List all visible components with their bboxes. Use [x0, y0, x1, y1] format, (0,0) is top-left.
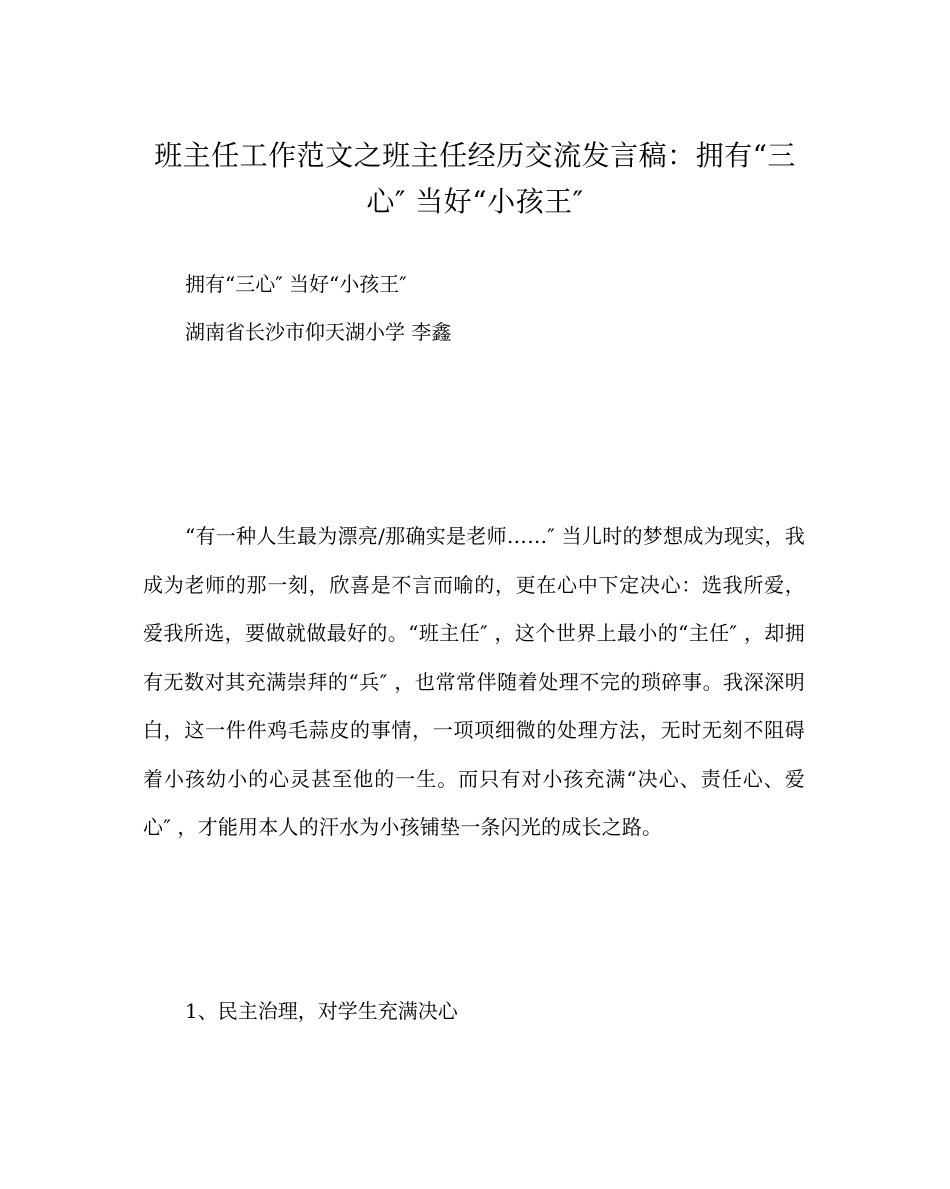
section-heading: 1、民主治理，对学生充满决心 — [185, 999, 458, 1023]
body-paragraph: “有一种人生最为漂亮/那确实是老师……″ 当儿时的梦想成为现实，我成为老师的那一刻，欣喜是不言而喻的，更在心中下定决心：选我所爱，爱我所选，要做就做最好的。“班主任″ ，这个世界上最小的“主任″ ，却拥有无数对其充满崇拜的“兵″ ，也常常伴随着处理不完的琐碎事。我深深明白，这一件件鸡毛蒜皮的事情，一项项细微的处理方法，无时无刻不阻碍着小孩幼小的心灵甚至他的一生。而只有对小孩充满“决心、责任心、爱心″ ，才能用本人的汗水为小孩铺垫一条闪光的成长之路。 — [143, 524, 805, 839]
document-subtitle: 拥有“三心″ 当好“小孩王″ — [185, 272, 407, 296]
author-line: 湖南省长沙市仰天湖小学 李鑫 — [185, 320, 452, 344]
document-title: 班主任工作范文之班主任经历交流发言稿：拥有“三心″ 当好“小孩王″ — [154, 139, 796, 218]
